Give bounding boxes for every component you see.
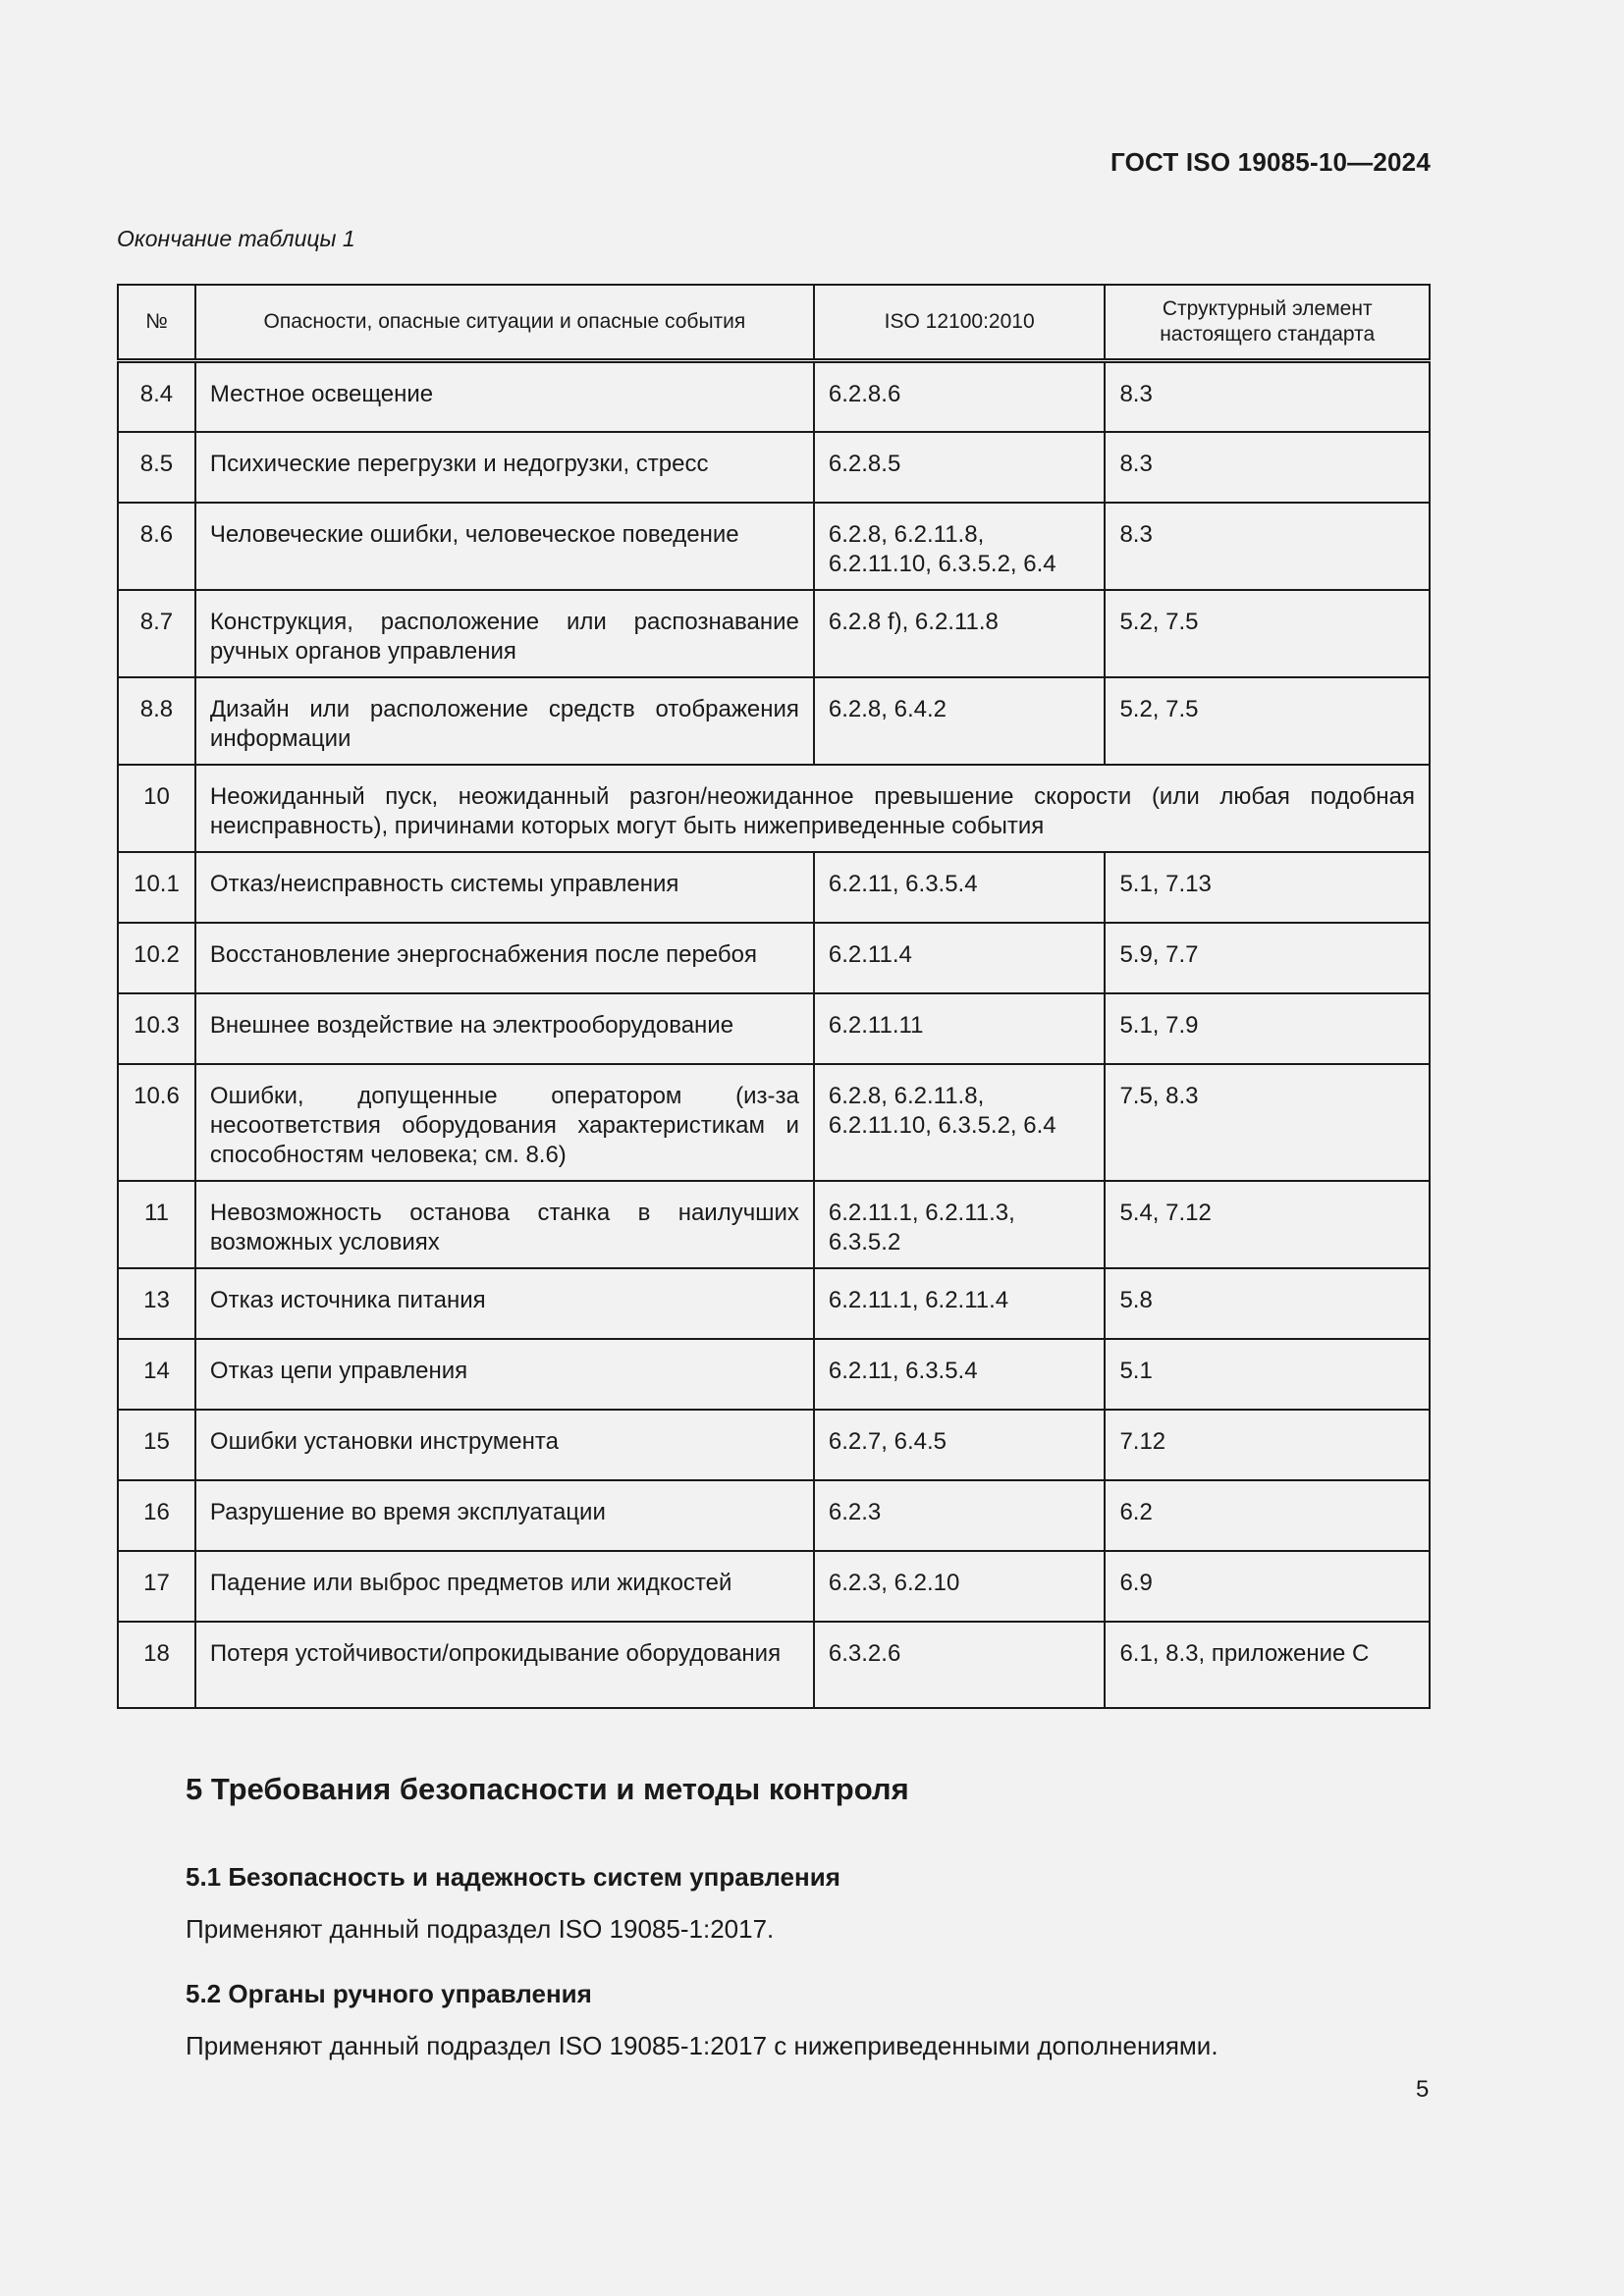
cell-number: 11 bbox=[118, 1181, 195, 1268]
cell-iso-ref: 6.2.8 f), 6.2.11.8 bbox=[814, 590, 1106, 677]
cell-hazard: Внешнее воздействие на электрооборудование bbox=[195, 993, 814, 1064]
cell-hazard: Конструкция, расположение или распознавание ручных органов управления bbox=[195, 590, 814, 677]
table-header-row bbox=[118, 285, 1430, 361]
cell-iso-ref: 6.2.8, 6.2.11.8, 6.2.11.10, 6.3.5.2, 6.4 bbox=[814, 1064, 1106, 1181]
table-row bbox=[118, 923, 1430, 993]
header-hazards: Опасности, опасные ситуации и опасные события bbox=[195, 285, 814, 361]
cell-hazard: Ошибки, допущенные оператором (из-за несоответствия оборудования характеристикам и способностям человека; см. 8.6) bbox=[195, 1064, 814, 1181]
cell-clause: 6.1, 8.3, приложение C bbox=[1105, 1622, 1430, 1708]
cell-hazard: Местное освещение bbox=[195, 361, 814, 432]
cell-iso-ref: 6.2.11.1, 6.2.11.4 bbox=[814, 1268, 1106, 1339]
table-row bbox=[118, 1480, 1430, 1551]
cell-iso-ref: 6.2.8.6 bbox=[814, 361, 1106, 432]
cell-hazard: Невозможность останова станка в наилучших возможных условиях bbox=[195, 1181, 814, 1268]
cell-iso-ref: 6.3.2.6 bbox=[814, 1622, 1106, 1708]
cell-clause: 5.2, 7.5 bbox=[1105, 677, 1430, 765]
cell-clause: 6.9 bbox=[1105, 1551, 1430, 1622]
table-row bbox=[118, 1622, 1430, 1708]
cell-hazard: Падение или выброс предметов или жидкостей bbox=[195, 1551, 814, 1622]
cell-number: 8.5 bbox=[118, 432, 195, 503]
document-designation: ГОСТ ISO 19085-10—2024 bbox=[1110, 147, 1431, 177]
section-5-2-heading: 5.2 Органы ручного управления bbox=[186, 1979, 592, 2008]
section-5-2-text: Применяют данный подраздел ISO 19085-1:2017 с нижеприведенными дополнениями. bbox=[186, 2031, 1218, 2060]
cell-hazard: Психические перегрузки и недогрузки, стресс bbox=[195, 432, 814, 503]
cell-number: 18 bbox=[118, 1622, 195, 1708]
table-caption: Окончание таблицы 1 bbox=[117, 226, 355, 251]
cell-clause: 5.2, 7.5 bbox=[1105, 590, 1430, 677]
cell-number: 8.8 bbox=[118, 677, 195, 765]
table-row bbox=[118, 1339, 1430, 1410]
cell-number: 15 bbox=[118, 1410, 195, 1480]
cell-clause: 5.8 bbox=[1105, 1268, 1430, 1339]
hazards-table bbox=[117, 284, 1431, 1709]
section-5-heading: 5 Требования безопасности и методы контроля bbox=[186, 1772, 909, 1806]
cell-number: 10 bbox=[118, 765, 195, 852]
cell-number: 10.6 bbox=[118, 1064, 195, 1181]
cell-number: 8.7 bbox=[118, 590, 195, 677]
cell-clause: 8.3 bbox=[1105, 432, 1430, 503]
header-iso: ISO 12100:2010 bbox=[814, 285, 1106, 361]
cell-clause: 5.1, 7.13 bbox=[1105, 852, 1430, 923]
cell-iso-ref: 6.2.3 bbox=[814, 1480, 1106, 1551]
cell-hazard: Разрушение во время эксплуатации bbox=[195, 1480, 814, 1551]
table-row bbox=[118, 503, 1430, 590]
cell-number: 14 bbox=[118, 1339, 195, 1410]
cell-hazard: Человеческие ошибки, человеческое поведение bbox=[195, 503, 814, 590]
cell-iso-ref: 6.2.11.4 bbox=[814, 923, 1106, 993]
cell-hazard: Отказ цепи управления bbox=[195, 1339, 814, 1410]
cell-number: 16 bbox=[118, 1480, 195, 1551]
cell-hazard: Дизайн или расположение средств отображения информации bbox=[195, 677, 814, 765]
cell-clause: 5.9, 7.7 bbox=[1105, 923, 1430, 993]
cell-clause: 8.3 bbox=[1105, 503, 1430, 590]
cell-hazard-group: Неожиданный пуск, неожиданный разгон/неожиданное превышение скорости (или любая подобная неисправность), причинами которых могут быть нижеприведенные события bbox=[195, 765, 1430, 852]
table-row bbox=[118, 590, 1430, 677]
table-row bbox=[118, 852, 1430, 923]
cell-clause: 8.3 bbox=[1105, 361, 1430, 432]
cell-number: 13 bbox=[118, 1268, 195, 1339]
table-row bbox=[118, 1181, 1430, 1268]
table-row bbox=[118, 361, 1430, 432]
table-row bbox=[118, 765, 1430, 852]
header-number: № bbox=[118, 285, 195, 361]
section-5-1-heading: 5.1 Безопасность и надежность систем управления bbox=[186, 1862, 840, 1892]
cell-iso-ref: 6.2.11, 6.3.5.4 bbox=[814, 1339, 1106, 1410]
cell-number: 10.3 bbox=[118, 993, 195, 1064]
cell-clause: 6.2 bbox=[1105, 1480, 1430, 1551]
table-row bbox=[118, 993, 1430, 1064]
cell-iso-ref: 6.2.3, 6.2.10 bbox=[814, 1551, 1106, 1622]
cell-hazard: Восстановление энергоснабжения после перебоя bbox=[195, 923, 814, 993]
cell-clause: 5.1, 7.9 bbox=[1105, 993, 1430, 1064]
table-row bbox=[118, 677, 1430, 765]
page-number: 5 bbox=[1416, 2076, 1430, 2103]
cell-iso-ref: 6.2.11.11 bbox=[814, 993, 1106, 1064]
cell-number: 10.1 bbox=[118, 852, 195, 923]
cell-clause: 5.1 bbox=[1105, 1339, 1430, 1410]
cell-number: 10.2 bbox=[118, 923, 195, 993]
cell-hazard: Отказ источника питания bbox=[195, 1268, 814, 1339]
table-row bbox=[118, 432, 1430, 503]
table-row bbox=[118, 1064, 1430, 1181]
cell-number: 8.4 bbox=[118, 361, 195, 432]
cell-hazard: Ошибки установки инструмента bbox=[195, 1410, 814, 1480]
cell-iso-ref: 6.2.11.1, 6.2.11.3, 6.3.5.2 bbox=[814, 1181, 1106, 1268]
table-row bbox=[118, 1268, 1430, 1339]
cell-hazard: Отказ/неисправность системы управления bbox=[195, 852, 814, 923]
cell-clause: 5.4, 7.12 bbox=[1105, 1181, 1430, 1268]
table-row bbox=[118, 1410, 1430, 1480]
cell-hazard: Потеря устойчивости/опрокидывание оборудования bbox=[195, 1622, 814, 1708]
cell-clause: 7.5, 8.3 bbox=[1105, 1064, 1430, 1181]
cell-clause: 7.12 bbox=[1105, 1410, 1430, 1480]
cell-number: 8.6 bbox=[118, 503, 195, 590]
header-clause: Структурный элемент настоящего стандарта bbox=[1105, 285, 1430, 361]
section-5-1-text: Применяют данный подраздел ISO 19085-1:2017. bbox=[186, 1914, 775, 1944]
cell-iso-ref: 6.2.7, 6.4.5 bbox=[814, 1410, 1106, 1480]
cell-number: 17 bbox=[118, 1551, 195, 1622]
cell-iso-ref: 6.2.11, 6.3.5.4 bbox=[814, 852, 1106, 923]
cell-iso-ref: 6.2.8.5 bbox=[814, 432, 1106, 503]
cell-iso-ref: 6.2.8, 6.4.2 bbox=[814, 677, 1106, 765]
cell-iso-ref: 6.2.8, 6.2.11.8, 6.2.11.10, 6.3.5.2, 6.4 bbox=[814, 503, 1106, 590]
table-row bbox=[118, 1551, 1430, 1622]
